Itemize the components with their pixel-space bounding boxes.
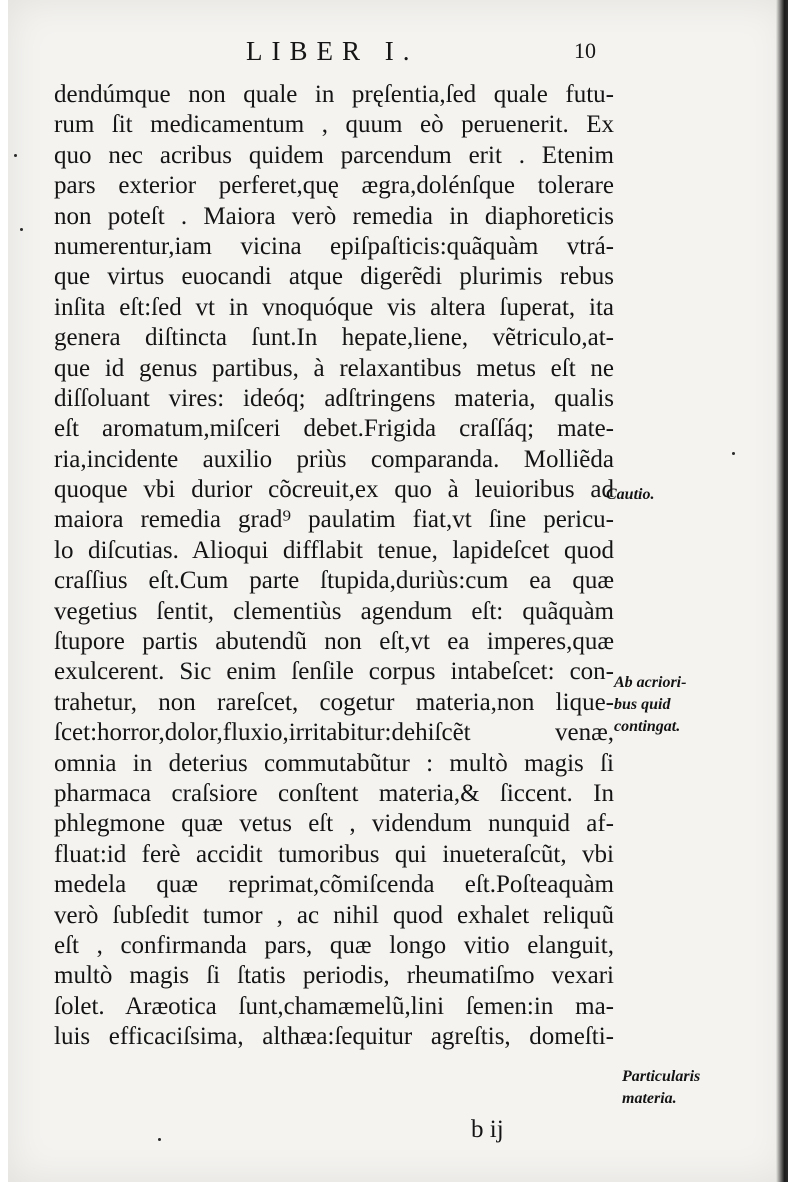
margin-note-particularis-line2: materia.	[622, 1090, 677, 1107]
page-number: 10	[574, 38, 596, 63]
text-line: ria,incidente auxilio priùs comparanda. Molliẽda	[54, 445, 614, 473]
margin-note-cautio: Cautio.	[606, 486, 655, 503]
book-page	[8, 0, 788, 1182]
margin-note-ab-acriori-line3: contingat.	[614, 718, 681, 735]
text-line: craſſius eſt.Cum parte ſtupida,duriùs:cum ea quæ	[54, 567, 614, 595]
text-line: numerentur,iam vicina epiſpaſticis:quãquàm vtrá-	[54, 232, 614, 260]
margin-note-particularis-line1: Particularis	[622, 1068, 701, 1085]
text-line: trahetur, non rareſcet, cogetur materia,non lique-	[54, 688, 614, 716]
text-line: vegetius ſentit, clementiùs agendum eſt: quãquàm	[54, 597, 614, 625]
text-line: multò magis ſi ſtatis periodis, rheumatiſmo vexari	[54, 962, 614, 990]
text-line: quoque vbi durior cõcreuit,ex quo à leuioribus ad	[54, 476, 614, 504]
margin-note-ab-acriori-line2: bus quid	[614, 696, 671, 713]
text-line: ſcet:horror,dolor,fluxio,irritabitur:dehiſcẽt venæ,	[54, 719, 614, 747]
text-line: omnia in deterius commutabũtur : multò magis ſi	[54, 749, 614, 777]
text-line: quo nec acribus quidem parcendum erit . Etenim	[54, 141, 614, 169]
ink-speck	[158, 1138, 161, 1141]
text-line: ſtupore partis abutendũ non eſt,vt ea imperes,quæ	[54, 628, 614, 656]
text-line: diſſoluant vires: ideóq; adſtringens materia, qualis	[54, 384, 614, 412]
margin-note-ab-acriori-line1: Ab acriori-	[614, 674, 687, 691]
text-line: phlegmone quæ vetus eſt , videndum nunquid af-	[54, 810, 614, 838]
ink-speck	[20, 228, 23, 231]
text-line: pars exterior perferet,quę ægra,dolénſque tolerare	[54, 172, 614, 200]
text-line: fluat:id ferè accidit tumoribus qui inueteraſcũt, vbi	[54, 840, 614, 868]
text-line: lo diſcutias. Alioqui difflabit tenue, lapideſcet quod	[54, 536, 614, 564]
ink-speck	[732, 452, 735, 455]
text-line: genera diſtincta ſunt.In hepate,liene, vẽtriculo,at-	[54, 324, 614, 352]
page-header	[8, 36, 788, 76]
page-gutter-edge	[776, 0, 788, 1182]
text-line: non poteſt . Maiora verò remedia in diaphoreticis	[54, 202, 614, 230]
text-line: rum ſit medicamentum , quum eò peruenerit. Ex	[54, 111, 614, 139]
text-line: ſolet. Aræotica ſunt,chamæmelũ,lini ſemen:in ma-	[54, 992, 614, 1020]
text-line: exulcerent. Sic enim ſenſile corpus intabeſcet: con-	[54, 658, 614, 686]
text-line: eſt aromatum,miſceri debet.Frigida craſſáq; mate-	[54, 415, 614, 443]
text-line: dendúmque non quale in pręſentia,ſed quale futu-	[54, 81, 614, 108]
main-text-block	[54, 80, 614, 1053]
text-line: luis efficaciſsima, althæa:ſequitur agreſtis, domeſti-	[54, 1023, 614, 1051]
text-line: maiora remedia grad⁹ paulatim fiat,vt ſine pericu-	[54, 506, 614, 534]
text-line: pharmaca craſsiore conſtent materia,& ſiccent. In	[54, 779, 614, 807]
ink-speck	[14, 154, 17, 157]
text-line: que id genus partibus, à relaxantibus metus eſt ne	[54, 354, 614, 382]
text-line: inſita eſt:ſed vt in vnoquóque vis altera ſuperat, ita	[54, 293, 614, 321]
text-line: que virtus euocandi atque digerẽdi plurimis rebus	[54, 263, 614, 291]
text-line: eſt , confirmanda pars, quæ longo vitio elanguit,	[54, 931, 614, 959]
signature-mark: b ij	[471, 1116, 504, 1143]
text-line: verò ſubſedit tumor , ac nihil quod exhalet reliquũ	[54, 901, 614, 929]
running-title: LIBER I.	[246, 36, 419, 66]
text-line: medela quæ reprimat,cõmiſcenda eſt.Poſteaquàm	[54, 871, 614, 899]
